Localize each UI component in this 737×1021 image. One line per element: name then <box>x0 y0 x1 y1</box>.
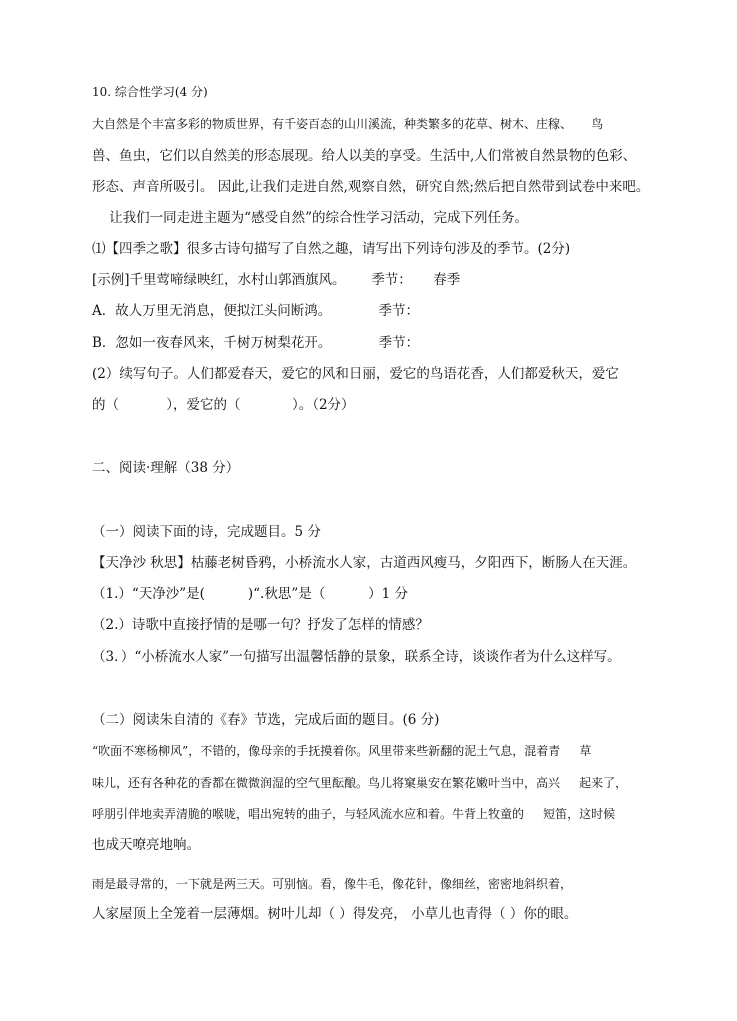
section-2-heading: 二、阅读·理解（38 分） <box>92 460 240 476</box>
q10-intro-line-3: 形态、声音所吸引。 因此,让我们走进自然,观察自然，研究自然;然后把自然带到试卷中来吧。 <box>92 179 650 195</box>
part1-heading: （一）阅读下面的诗，完成题目。5 分 <box>92 524 321 540</box>
part2-para1-line-1: “吹面不寒杨柳风”，不错的，像母亲的手抚摸着你。风里带来些新翻的泥土气息，混着青 草 <box>92 744 592 758</box>
part2-para1-line-2: 味儿，还有各种花的香都在微微润湿的空气里酝酿。鸟儿将窠巢安在繁花嫩叶当中，高兴 起来了， <box>92 776 628 790</box>
q10-intro-line-2: 兽、鱼虫，它们以自然美的形态展现。给人以美的享受。生活中,人们常被自然景物的色彩、 <box>92 148 637 164</box>
part2-para1-line-4: 也成天嘹亮地响。 <box>92 837 200 853</box>
part2-para2-line-2: 人家屋顶上全笼着一层薄烟。树叶儿却（ ）得发亮， 小草儿也青得（ ）你的眼。 <box>92 906 578 922</box>
q10-sub2-line-1: (2）续写句子。人们都爱春天，爱它的风和日丽，爱它的鸟语花香，人们都爱秋天，爱它 <box>92 366 619 382</box>
part2-para2-line-1: 雨是最寻常的，一下就是两三天。可别恼。看，像牛毛，像花针，像细丝，密密地斜织着， <box>92 877 573 891</box>
part2-heading: （二）阅读朱自清的《春》节选，完成后面的题目。(6 分) <box>92 712 440 728</box>
q10-option-b: B．忽如一夜春风来，千树万树梨花开。 季节： <box>92 335 420 351</box>
q10-intro-line-4: 让我们一同走进主题为“感受自然”的综合性学习活动，完成下列任务。 <box>92 210 528 226</box>
q10-sub1: ⑴【四季之歌】很多古诗句描写了自然之趣，请写出下列诗句涉及的季节。(2分) <box>92 241 571 257</box>
part2-para1-line-3: 呼朋引伴地卖弄清脆的喉咙，唱出宛转的曲子，与轻风流水应和着。牛背上牧童的 短笛，这时候 <box>92 807 616 821</box>
part1-q2: （2.）诗歌中直接抒情的是哪一句？抒发了怎样的情感？ <box>92 617 429 633</box>
q10-sub2-line-2: 的（ ），爱它的（ ）。（2分） <box>92 397 355 413</box>
part1-poem: 【天净沙 秋思】枯藤老树昏鸦，小桥流水人家，古道西风瘦马，夕阳西下，断肠人在天涯。 <box>92 555 637 571</box>
q10-option-a: A．故人万里无消息，便拟江头问断鸿。 季节： <box>92 303 419 319</box>
q10-intro-line-1: 大自然是个丰富多彩的物质世界，有千姿百态的山川溪流，种类繁多的花草、树木、庄稼、 鸟 <box>92 117 604 131</box>
q10-title: 10. 综合性学习(4 分) <box>92 85 208 99</box>
part1-q1: （1.）“天净沙”是( )“.秋思”是（ ）1 分 <box>92 586 409 602</box>
q10-example: [示例]千里莺啼绿映红，水村山郭酒旗风。 季节： 春季 <box>92 272 461 288</box>
part1-q3: （3．）“小桥流水人家”一句描写出温馨恬静的景象，联系全诗，谈谈作者为什么这样写。 <box>92 649 621 665</box>
